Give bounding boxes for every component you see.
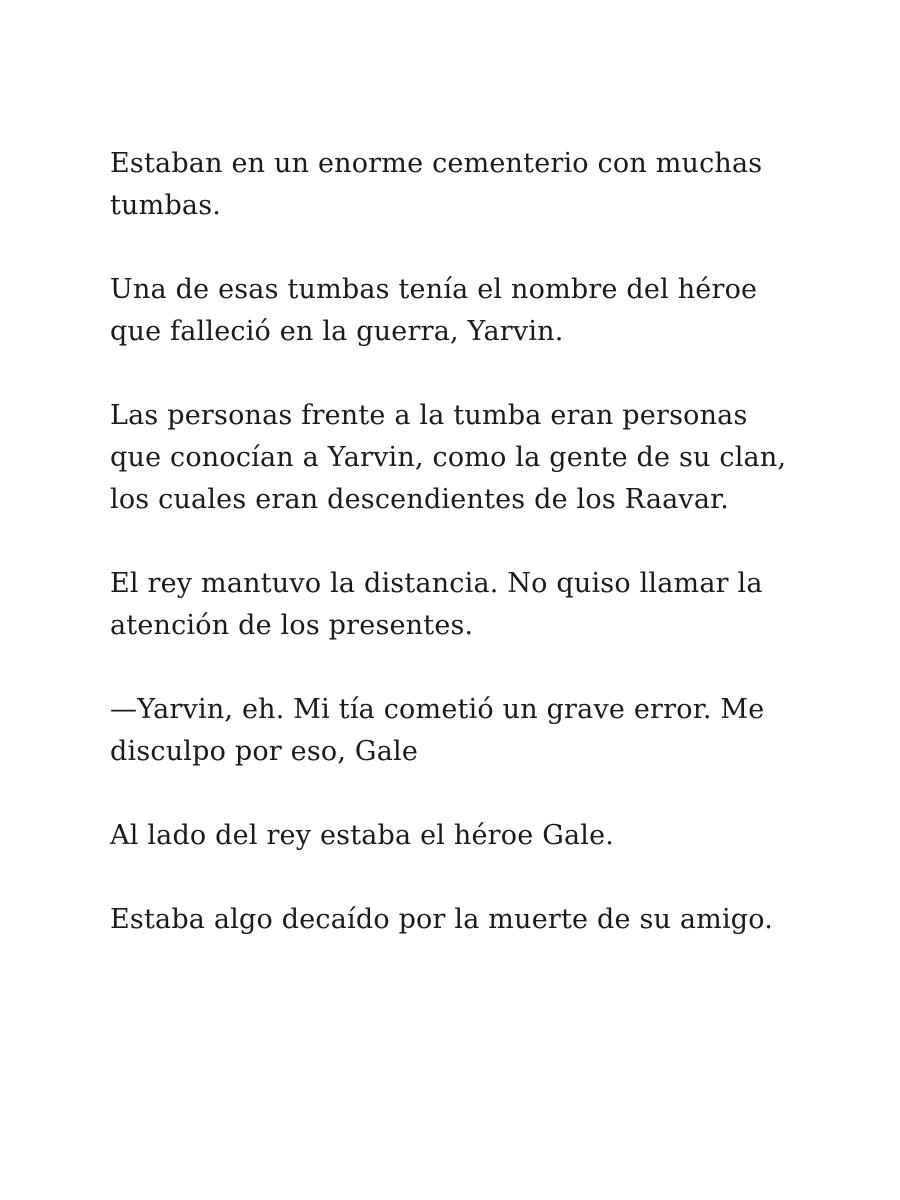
- paragraph-5: —Yarvin, eh. Mi tía cometió un grave error. Me disculpo por eso, Gale: [110, 694, 765, 767]
- text-page: [110, 143, 830, 983]
- paragraph-1: Estaban en un enorme cementerio con muchas tumbas.: [110, 148, 763, 221]
- paragraph-4: El rey mantuvo la distancia. No quiso llamar la atención de los presentes.: [110, 568, 763, 641]
- paragraph-2: Una de esas tumbas tenía el nombre del héroe que falleció en la guerra, Yarvin.: [110, 274, 758, 347]
- paragraph-6: Al lado del rey estaba el héroe Gale.: [110, 820, 615, 851]
- paragraph-7: Estaba algo decaído por la muerte de su amigo.: [110, 904, 774, 935]
- paragraph-3: Las personas frente a la tumba eran personas que conocían a Yarvin, como la gente de su clan, los cuales eran descendientes de los Raavar.: [110, 400, 787, 515]
